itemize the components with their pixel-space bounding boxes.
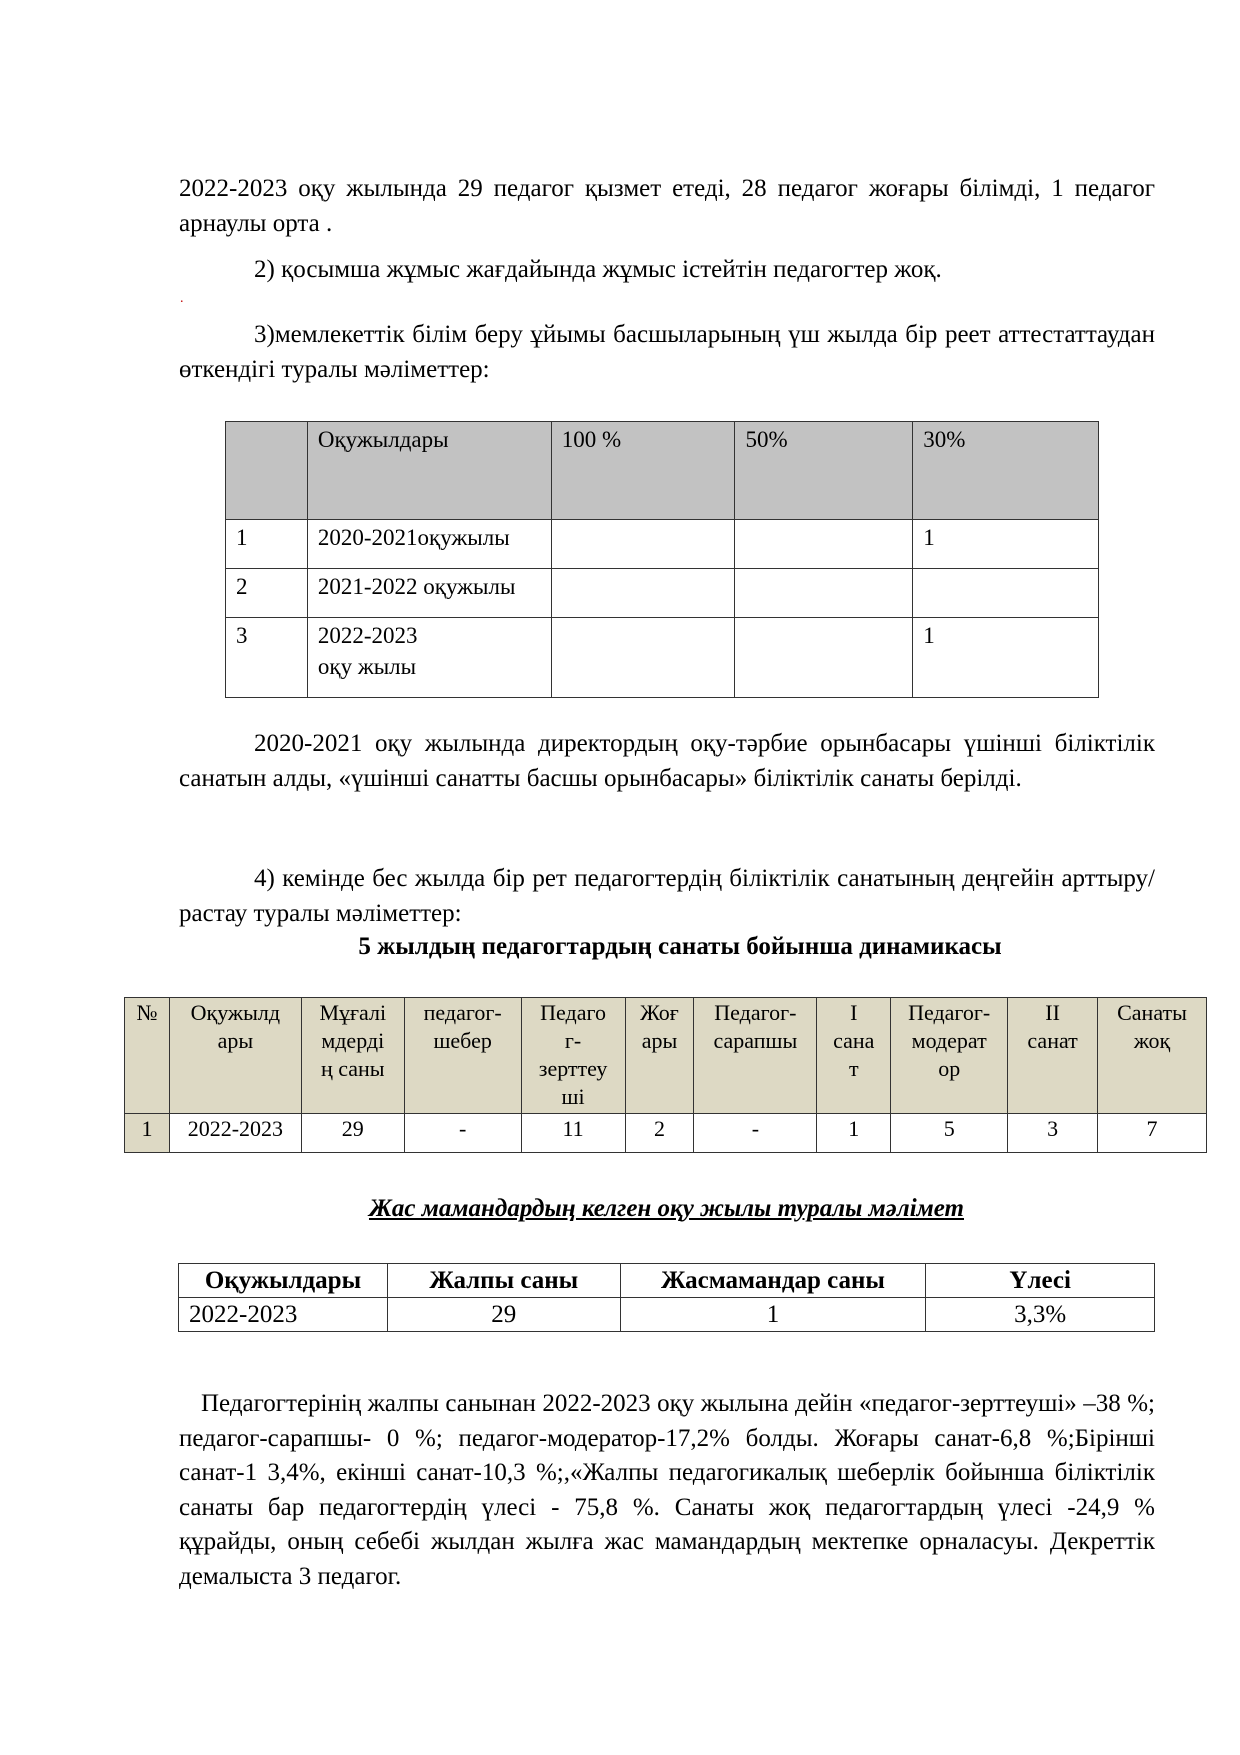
header-cell: Педагог- модерат ор [891,998,1008,1114]
paragraph-category-summary [179,1387,1155,1594]
paragraph-qualification-intro [179,862,1155,931]
table-cell [735,520,913,569]
header-cell: I сана т [817,998,891,1114]
table-cell [551,618,735,698]
header-cell: Жасмамандар саны [620,1264,926,1298]
table-cell: 2021-2022 оқужылы [307,569,551,618]
table-cell: 2020-2021оқужылы [307,520,551,569]
table-cell: - [694,1114,817,1153]
paragraph-deputy-category [179,727,1155,796]
header-cell: Педагог- сарапшы [694,998,817,1114]
table-cell: 2 [625,1114,694,1153]
table-cell: 11 [521,1114,625,1153]
paragraph-staff-count [179,172,1155,241]
table-cell: 1 [817,1114,891,1153]
header-cell: 100 % [551,422,735,520]
header-cell: Педаго г- зерттеу ші [521,998,625,1114]
table-row [226,569,1099,618]
table-cell: 2022-2023 [179,1298,388,1332]
table-header-row [179,1264,1155,1298]
table-cell [913,569,1099,618]
table-cell: - [404,1114,521,1153]
header-cell: 50% [735,422,913,520]
paragraph-text: 2020-2021 оқу жылында директордың оқу-тәрбие орынбасары үшінші біліктілік санатын алды, «үшінші санатты басшы орынбасары» біліктілік санаты берілді. [179,730,1155,792]
table-cell: 5 [891,1114,1008,1153]
header-cell: Оқужылдары [179,1264,388,1298]
table-cell: 3 [226,618,308,698]
header-cell: 30% [913,422,1099,520]
table-cell: 3 [1008,1114,1098,1153]
table-row [125,1114,1207,1153]
section-title-dynamics: 5 жылдың педагогтардың санаты бойынша динамикасы [358,933,1002,960]
header-cell: II санат [1008,998,1098,1114]
paragraph-text: 2) қосымша жұмыс жағдайында жұмыс істейтін педагогтер жоқ. [254,256,942,283]
young-specialists-table [178,1263,1155,1332]
table-cell: 1 [125,1114,170,1153]
table-cell [551,569,735,618]
paragraph-extra-work [179,253,1155,288]
table-cell: 29 [301,1114,404,1153]
table-cell: 1 [620,1298,926,1332]
paragraph-text: 3)мемлекеттік білім беру ұйымы басшыларының үш жылда бір реет аттестаттаудан өткендігі туралы мәліметтер: [179,321,1155,383]
table-cell: 29 [387,1298,620,1332]
table-cell: 3,3% [926,1298,1155,1332]
section-title-young-specialists: Жас мамандардың келген оқу жылы туралы мәлімет [368,1195,964,1222]
paragraph-text: 2022-2023 оқу жылында 29 педагог қызмет етеді, 28 педагог жоғары білімді, 1 педагог арнаулы орта . [179,175,1155,237]
table-cell: 2022-2023 оқу жылы [307,618,551,698]
paragraph-text: Педагогтерінің жалпы санынан 2022-2023 оқу жылына дейін «педагог-зерттеуші» –38 %; педагог-сарапшы- 0 %; педагог-модератор-17,2% болды. Жоғары санат-6,8 %;Бірінші санат-1 3,4%, екінші санат-10,3 %;,«Жалпы педагогикалық шеберлік бойынша біліктілік санаты бар педагогтердің үлесі - 75,8 %. Санаты жоқ педагогтардың үлесі -24,9 % құрайды, оның себебі жылдан жылға жас мамандардың мектепке орналасуы. Декреттік демалыста 3 педагог. [179,1390,1155,1590]
table-cell [735,569,913,618]
table-cell [735,618,913,698]
table-row [226,520,1099,569]
header-cell: Жоғ ары [625,998,694,1114]
paragraph-text: 4) кемінде бес жылда бір рет педагогтердің біліктілік санатының деңгейін арттыру/растау туралы мәліметтер: [179,865,1155,927]
header-cell: Санаты жоқ [1098,998,1207,1114]
table-cell: 1 [913,618,1099,698]
paragraph-attestation-intro [179,318,1155,387]
table-cell [551,520,735,569]
table-cell: 7 [1098,1114,1207,1153]
header-cell: № [125,998,170,1114]
header-cell: Мұғалі мдерді ң саны [301,998,404,1114]
table-row [179,1298,1155,1332]
category-dynamics-table [124,997,1207,1153]
header-cell: Оқужылдары [307,422,551,520]
table-cell: 1 [226,520,308,569]
header-cell [226,422,308,520]
table-header-row [226,422,1099,520]
header-cell: педагог- шебер [404,998,521,1114]
table-cell: 1 [913,520,1099,569]
stray-mark: . [180,291,184,306]
header-cell: Жалпы саны [387,1264,620,1298]
attestation-table [225,421,1099,698]
table-row [226,618,1099,698]
header-cell: Оқужылд ары [169,998,301,1114]
table-header-row [125,998,1207,1114]
table-cell: 2022-2023 [169,1114,301,1153]
header-cell: Үлесі [926,1264,1155,1298]
table-cell: 2 [226,569,308,618]
